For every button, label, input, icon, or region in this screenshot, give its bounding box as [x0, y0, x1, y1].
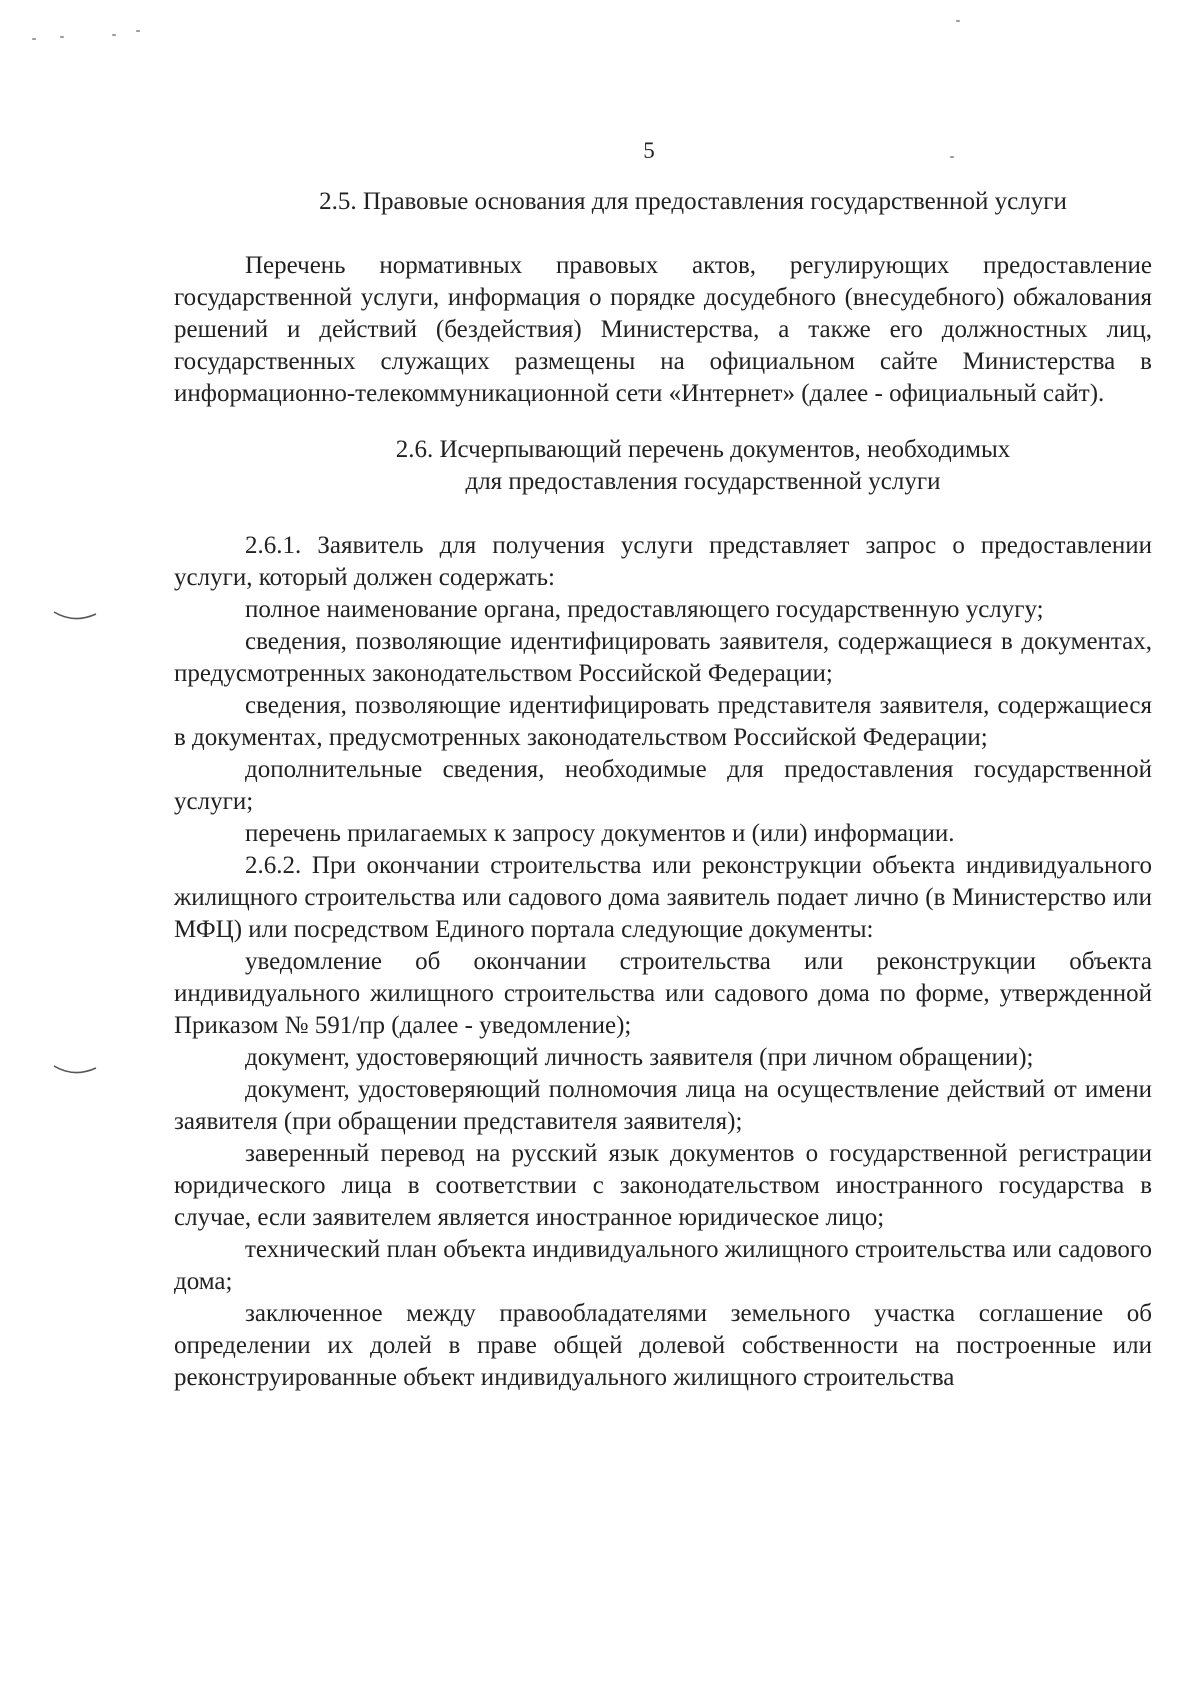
punch-hole-mark-lower — [52, 1064, 98, 1078]
scan-speck — [32, 38, 36, 40]
paragraph: Перечень нормативных правовых актов, регулирующих предоставление государственной услуги, информация о порядке досудебного (внесудебного) обжалования решений и действий (бездействия) Министерства, а также его должностных лиц, государственных служащих размещены на официальном сайте Министерства в информационно-телекоммуникационной сети «Интернет» (далее - официальный сайт). — [174, 252, 1152, 407]
list-item: сведения, позволяющие идентифицировать представителя заявителя, содержащиеся в документах, предусмотренных законодательством Российской Федерации; — [174, 692, 1152, 751]
punch-hole-mark-upper — [52, 610, 98, 624]
paragraph: 2.6.2. При окончании строительства или реконструкции объекта индивидуального жилищного строительства или садового дома заявитель подает лично (в Министерство или МФЦ) или посредством Единого портала следующие документы: — [174, 852, 1152, 943]
document-body — [174, 186, 1152, 1394]
section-heading-2-6-line2: для предоставления государственной услуги — [465, 468, 941, 495]
list-item: перечень прилагаемых к запросу документов и (или) информации. — [245, 820, 955, 847]
section-heading-2-6-line1: 2.6. Исчерпывающий перечень документов, необходимых — [395, 436, 1011, 463]
section-heading-2-5: 2.5. Правовые основания для предоставления государственной услуги — [319, 188, 1067, 215]
list-item: сведения, позволяющие идентифицировать заявителя, содержащиеся в документах, предусмотренных законодательством Российской Федерации; — [174, 628, 1152, 687]
list-item: уведомление об окончании строительства или реконструкции объекта индивидуального жилищного строительства или садового дома по форме, утвержденной Приказом № 591/пр (далее - уведомление); — [174, 948, 1152, 1039]
list-item: документ, удостоверяющий личность заявителя (при личном обращении); — [245, 1044, 1034, 1071]
scan-speck — [956, 20, 960, 22]
list-item: заключенное между правообладателями земельного участка соглашение об определении их долей в праве общей долевой собственности на построенные или реконструированные объект индивидуального жилищного строительства — [174, 1300, 1152, 1391]
list-item: документ, удостоверяющий полномочия лица на осуществление действий от имени заявителя (при обращении представителя заявителя); — [174, 1076, 1152, 1135]
list-item: дополнительные сведения, необходимые для предоставления государственной услуги; — [174, 756, 1152, 815]
list-item: заверенный перевод на русский язык документов о государственной регистрации юридического лица в соответствии с законодательством иностранного государства в случае, если заявителем является иностранное юридическое лицо; — [174, 1140, 1152, 1231]
scan-speck — [112, 34, 116, 36]
scan-speck — [60, 36, 64, 38]
list-item: полное наименование органа, предоставляющего государственную услугу; — [245, 596, 1044, 623]
paragraph: 2.6.1. Заявитель для получения услуги представляет запрос о предоставлении услуги, который должен содержать: — [174, 532, 1152, 591]
list-item: технический план объекта индивидуального жилищного строительства или садового дома; — [174, 1236, 1152, 1295]
page-number: 5 — [643, 138, 655, 163]
scan-speck — [136, 30, 140, 32]
